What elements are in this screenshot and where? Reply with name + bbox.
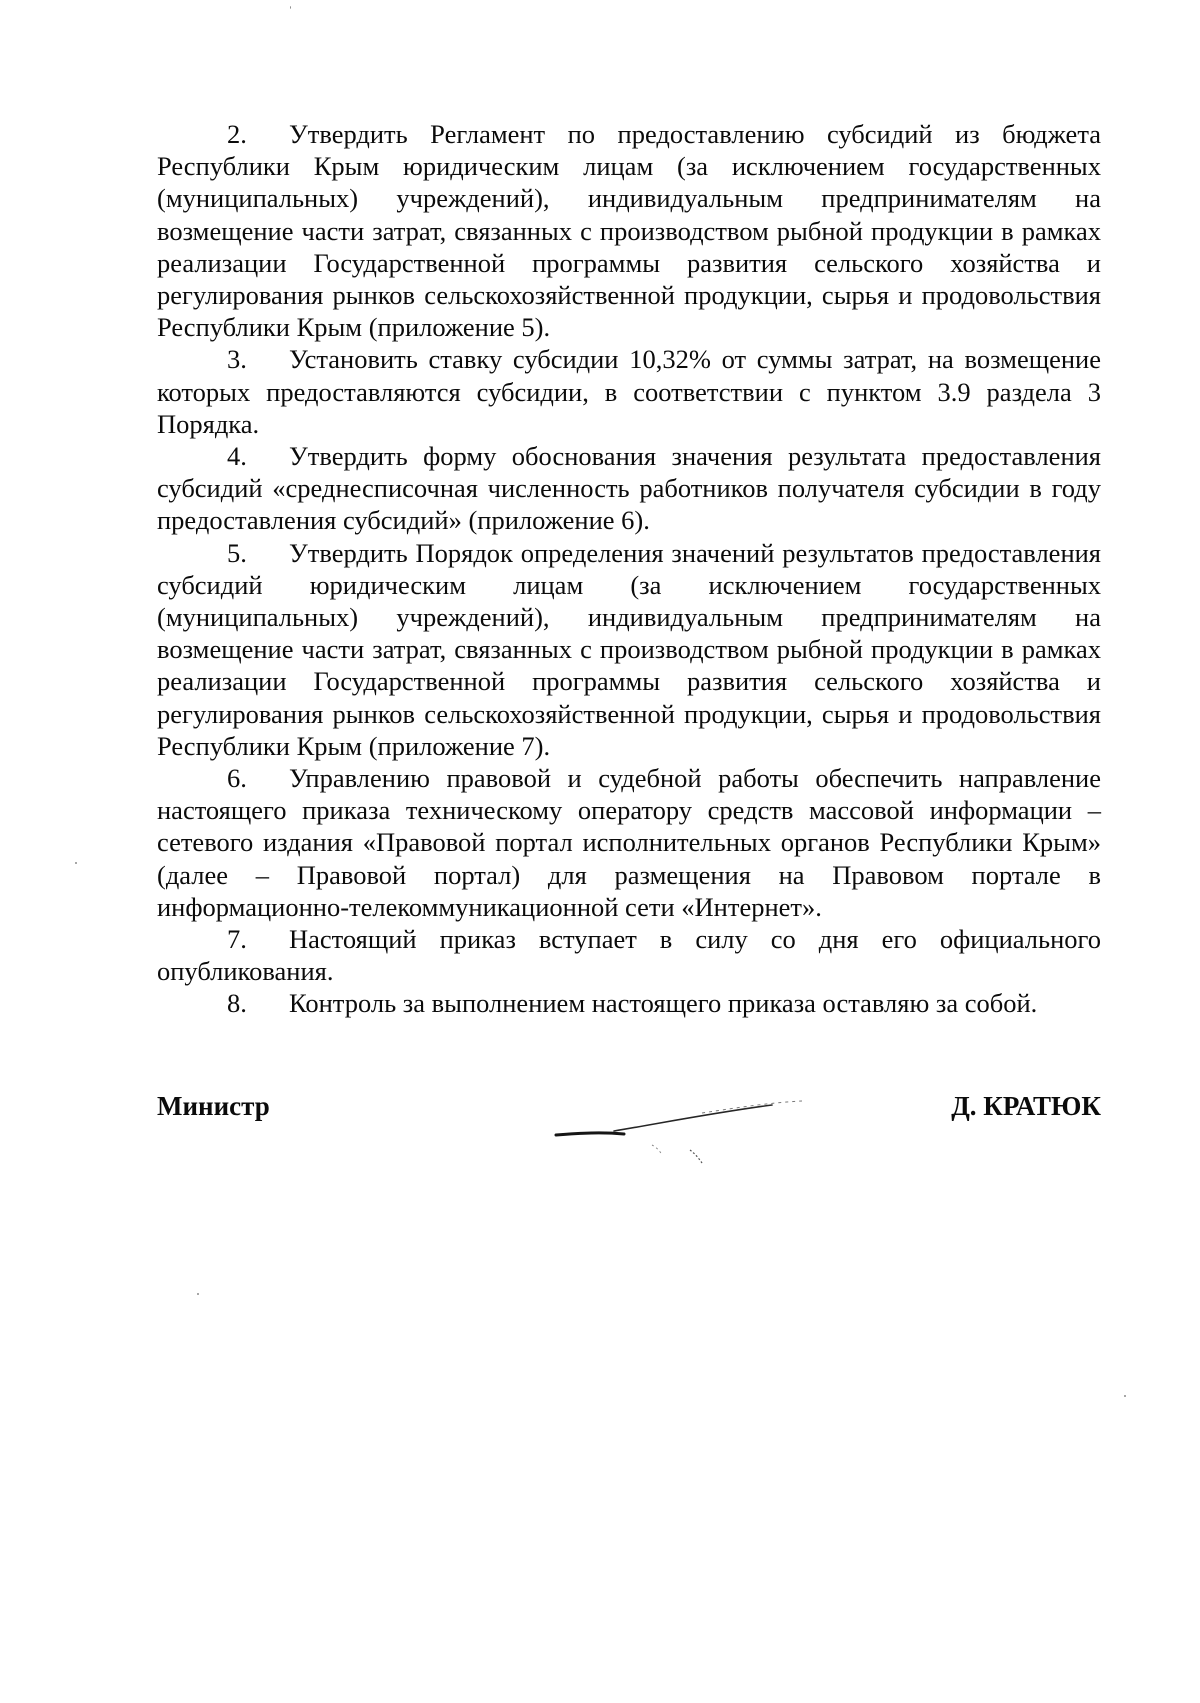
document-body [157,118,1101,1020]
scan-speck [1124,1395,1126,1397]
item-text: Управлению правовой и судебной работы обеспечить направление настоящего приказа техническому оператору средств массовой информации – сетевого издания «Правовой портал исполнительных органов Республики Крым» (далее – Правовой портал) для размещения на Правовом портале в информационно-телекоммуникационной сети «Интернет». [157,763,1101,922]
item-text: Установить ставку субсидии 10,32% от суммы затрат, на возмещение которых предоставляются субсидии, в соответствии с пунктом 3.9 раздела 3 Порядка. [157,344,1101,439]
item-number: 2. [227,119,247,149]
item-number: 8. [227,988,247,1019]
paragraph-item-8 [157,987,1101,1019]
item-text: Контроль за выполнением настоящего приказа оставляю за собой. [289,988,1038,1019]
signatory-title: Министр [157,1091,270,1121]
paragraph-item-5 [157,537,1101,762]
paragraph-item-3 [157,343,1101,440]
scan-speck [197,1293,199,1295]
item-number: 7. [227,924,247,955]
item-text: Утвердить Порядок определения значений результатов предоставления субсидий юридическим лицам (за исключением государственных (муниципальных) учреждений), индивидуальным предпринимателям на возмещение части затрат, связанных с производством рыбной продукции в рамках реализации Государственной программы развития сельского хозяйства и регулирования рынков сельскохозяйственной продукции, сырья и продовольствия Республики Крым (приложение 7). [157,537,1101,761]
paragraph-item-2 [157,118,1101,343]
item-text: Настоящий приказ вступает в силу со дня его официального опубликования. [157,924,1101,987]
item-number: 4. [227,441,247,472]
item-text: Утвердить Регламент по предоставлению субсидий из бюджета Республики Крым юридическим лицам (за исключением государственных (муниципальных) учреждений), индивидуальным предпринимателям на возмещение части затрат, связанных с производством рыбной продукции в рамках реализации Государственной программы развития сельского хозяйства и регулирования рынков сельскохозяйственной продукции, сырья и продовольствия Республики Крым (приложение 5). [157,119,1101,343]
item-number: 3. [227,344,247,375]
handwritten-signature [552,1085,1012,1185]
paragraph-item-6 [157,762,1101,923]
item-number: 6. [227,763,247,794]
item-number: 5. [227,537,247,568]
signature-block [157,1085,1101,1175]
paragraph-item-4 [157,440,1101,537]
scan-speck [75,862,77,864]
signatory-name: Д. КРАТЮК [951,1091,1101,1121]
scan-speck [290,6,291,9]
item-text: Утвердить форму обоснования значения результата предоставления субсидий «среднесписочная численность работников получателя субсидии в году предоставления субсидий» (приложение 6). [157,441,1101,536]
paragraph-item-7 [157,923,1101,987]
